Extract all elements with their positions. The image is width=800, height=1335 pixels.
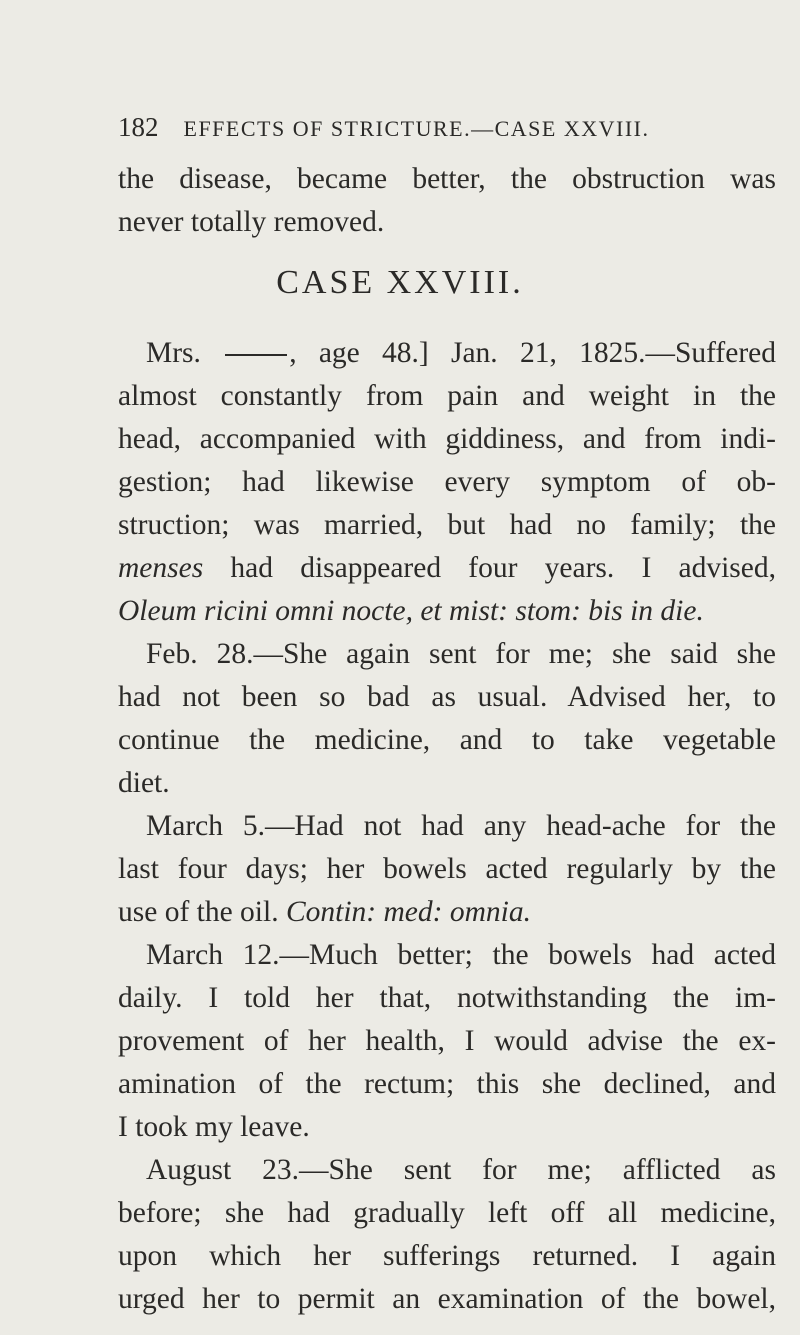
text-line: March 5.—Had not had any head-ache for the xyxy=(146,810,776,842)
italic-span: menses xyxy=(118,552,204,584)
text-line xyxy=(118,891,776,934)
text-line: August 23.—She sent for me; afflicted as xyxy=(146,1154,776,1186)
text-line: had not been so bad as usual. Advised her, to xyxy=(118,681,776,713)
case-heading: CASE XXVIII. xyxy=(276,264,524,301)
text-line: the disease, became better, the obstruction was xyxy=(118,163,776,195)
text-line xyxy=(118,547,776,590)
text-line: Feb. 28.—She again sent for me; she said she xyxy=(146,638,776,670)
text-line xyxy=(118,332,776,375)
running-header xyxy=(118,112,768,143)
italic-span: Contin: med: omnia. xyxy=(285,896,531,928)
text-line: provement of her health, I would advise the ex- xyxy=(118,1025,776,1057)
text-line: diet. xyxy=(118,767,170,799)
text-span: Mrs. xyxy=(146,337,201,369)
text-line: before; she had gradually left off all medicine, xyxy=(118,1197,776,1229)
text-line: daily. I told her that, notwithstanding the im- xyxy=(118,982,776,1014)
name-dash xyxy=(225,354,287,356)
text-line: I took my leave. xyxy=(118,1111,310,1143)
text-line: gestion; had likewise every symptom of ob- xyxy=(118,466,776,498)
text-line: head, accompanied with giddiness, and from indi- xyxy=(118,423,776,455)
text-line: last four days; her bowels acted regularly by the xyxy=(118,853,776,885)
text-line: upon which her sufferings returned. I again xyxy=(118,1240,776,1272)
text-span: use of the oil. xyxy=(118,896,286,928)
text-line: March 12.—Much better; the bowels had acted xyxy=(146,939,776,971)
intro-paragraph xyxy=(118,158,776,244)
running-title: EFFECTS OF STRICTURE.—CASE XXVIII. xyxy=(183,116,650,141)
text-span: , age 48.] Jan. 21, 1825.—Suffered xyxy=(289,337,776,369)
case-body xyxy=(118,332,776,1321)
text-line: almost constantly from pain and weight in the xyxy=(118,380,776,412)
text-span: had disappeared four years. I advised, xyxy=(203,552,776,584)
text-line: struction; was married, but had no family; the xyxy=(118,509,776,541)
text-line: urged her to permit an examination of the bowel, xyxy=(118,1283,776,1315)
italic-span: Oleum ricini omni nocte, et mist: stom: bis in die. xyxy=(118,595,704,627)
page-number: 182 xyxy=(118,112,159,142)
text-line: amination of the rectum; this she declined, and xyxy=(118,1068,776,1100)
text-line xyxy=(118,590,776,633)
text-line: never totally removed. xyxy=(118,206,385,238)
text-line: continue the medicine, and to take vegetable xyxy=(118,724,776,756)
